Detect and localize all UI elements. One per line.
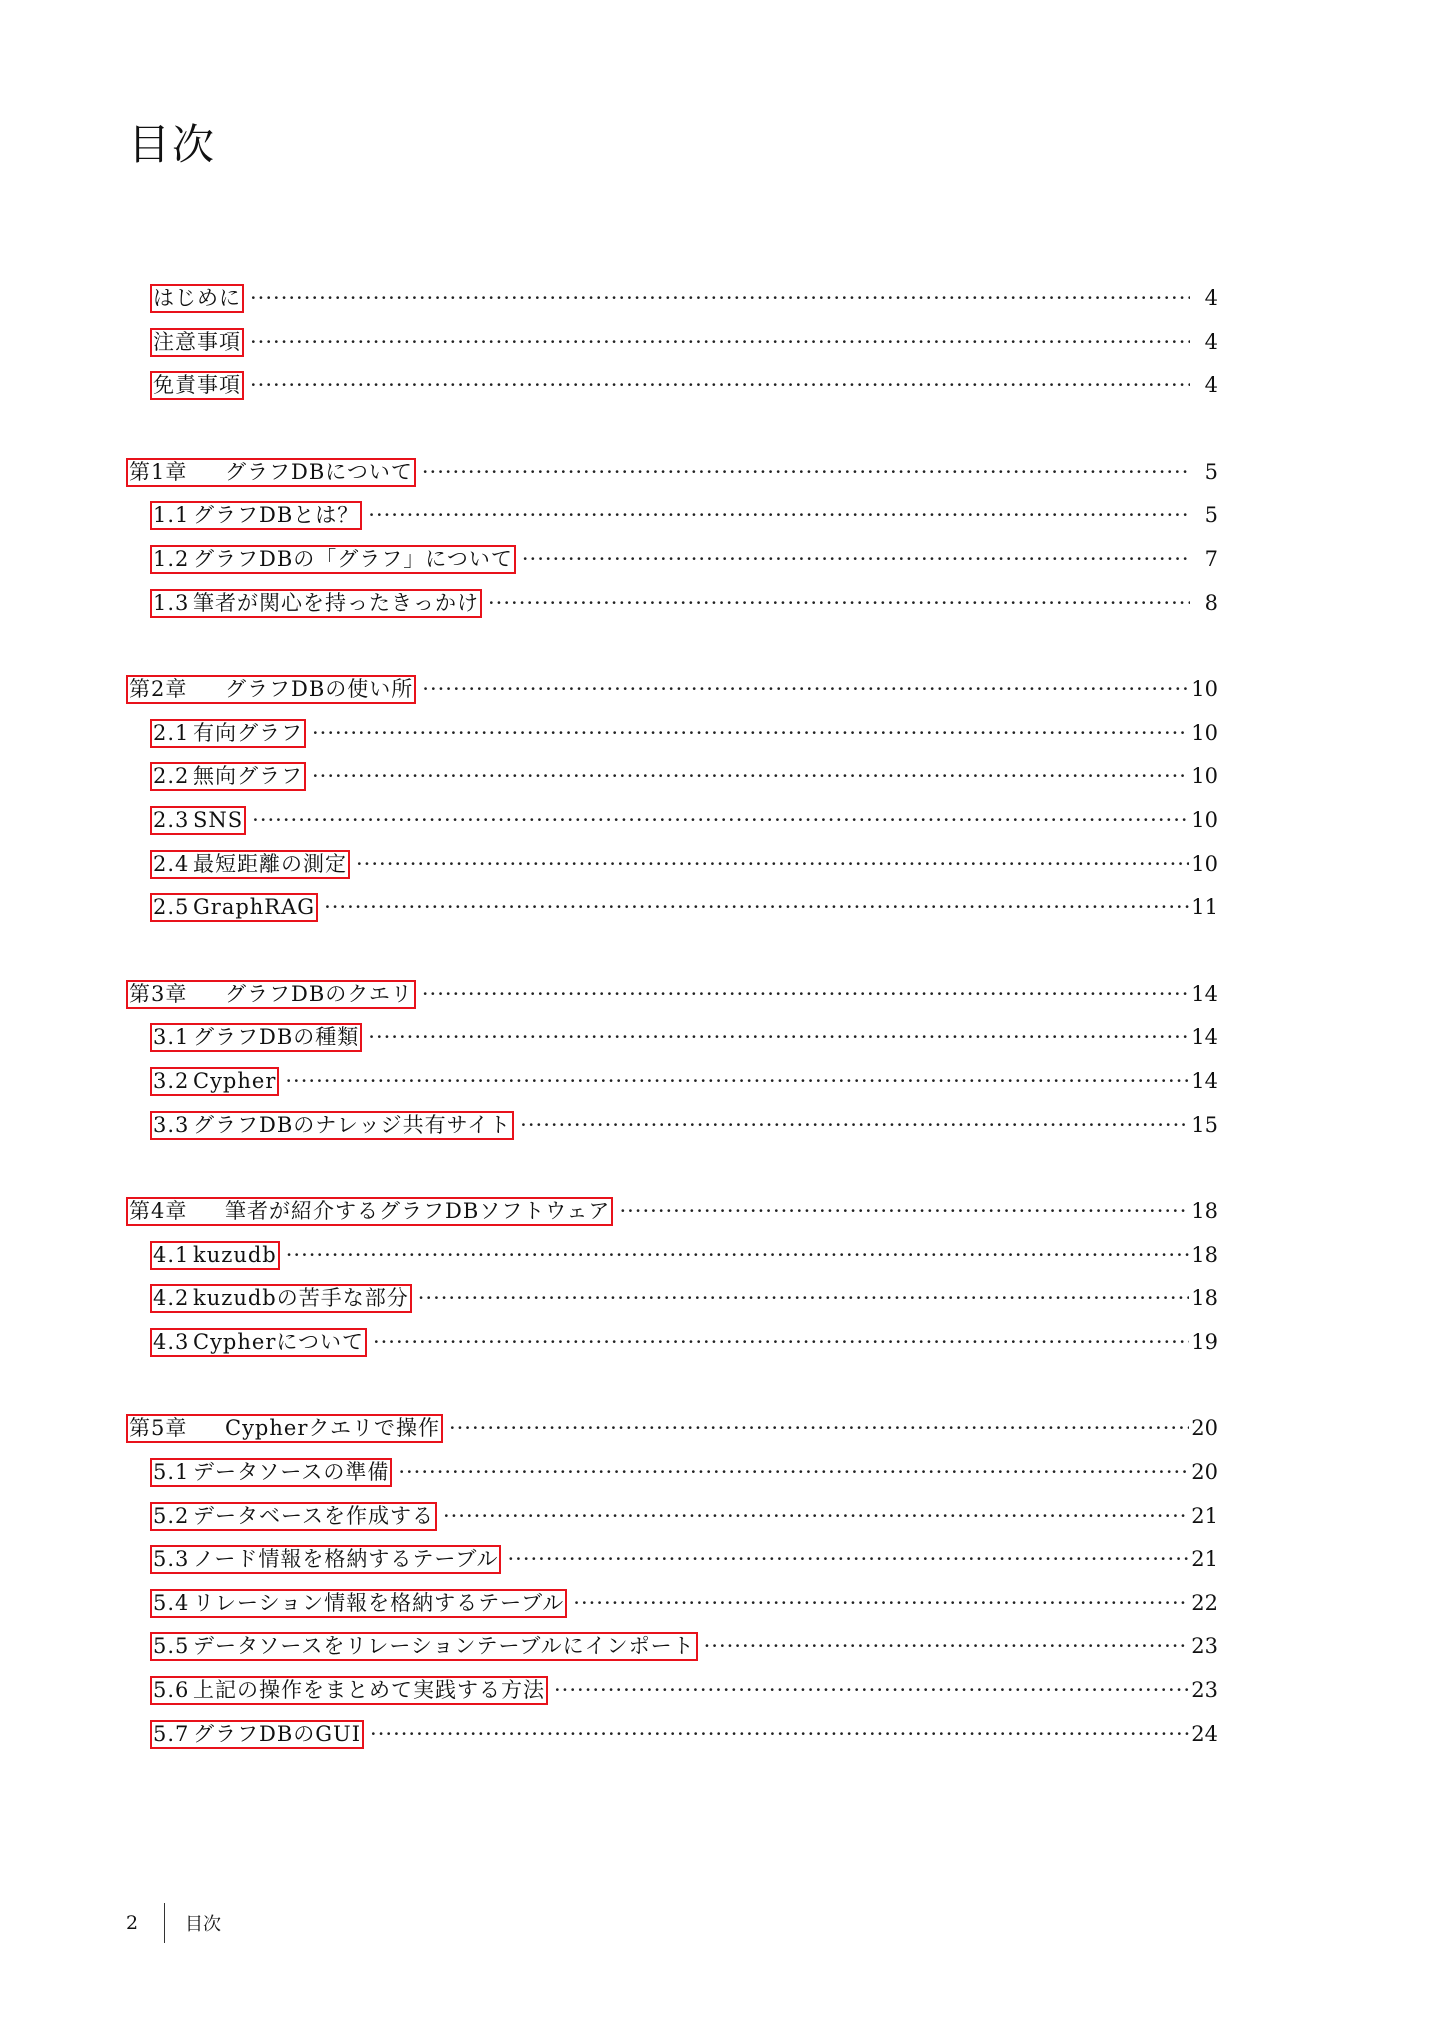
toc-page-number: 18 xyxy=(1191,1286,1218,1311)
dot-leader xyxy=(520,1113,1189,1137)
toc-entry-label[interactable] xyxy=(150,806,246,835)
toc-section-chapter-1 xyxy=(126,458,1218,632)
toc-page-number: 10 xyxy=(1191,807,1218,832)
dot-leader xyxy=(443,1504,1189,1528)
toc-chapter-entry[interactable] xyxy=(126,980,1218,1024)
toc-entry-text: 無向グラフ xyxy=(193,764,303,789)
chapter-number: 第2章 xyxy=(129,677,188,702)
toc-chapter-entry[interactable] xyxy=(126,675,1218,719)
toc-entry-label[interactable] xyxy=(150,284,244,313)
toc-entry[interactable] xyxy=(126,371,1218,415)
toc-page-number: 5 xyxy=(1204,459,1218,484)
toc-entry-text: データベースを作成する xyxy=(193,1503,434,1528)
toc-section-chapter-5 xyxy=(126,1414,1218,1763)
toc-entry[interactable] xyxy=(126,1284,1218,1328)
toc-page-number: 22 xyxy=(1191,1590,1218,1615)
dot-leader xyxy=(285,1069,1189,1093)
toc-entry-label[interactable] xyxy=(150,589,482,618)
toc-entry-text: グラフDBの種類 xyxy=(193,1025,360,1050)
toc-entry-label[interactable] xyxy=(150,1023,362,1052)
chapter-number: 第3章 xyxy=(129,981,188,1006)
toc-entry-text: データソースの準備 xyxy=(193,1460,390,1485)
page-title: 目次 xyxy=(128,120,217,169)
section-number: 5.7 xyxy=(153,1721,190,1746)
dot-leader xyxy=(250,330,1190,354)
toc-entry-text: データソースをリレーションテーブルにインポート xyxy=(193,1634,695,1659)
dot-leader xyxy=(250,373,1190,397)
dot-leader xyxy=(573,1591,1189,1615)
toc-chapter-entry[interactable] xyxy=(126,1197,1218,1241)
toc-entry-label[interactable] xyxy=(150,762,306,791)
toc-page-number: 21 xyxy=(1191,1547,1218,1572)
toc-page-number: 20 xyxy=(1191,1416,1218,1441)
toc-entry-text: 筆者が関心を持ったきっかけ xyxy=(193,590,479,615)
toc-entry-text: 上記の操作をまとめて実践する方法 xyxy=(193,1678,545,1703)
toc-entry-text: グラフDBのナレッジ共有サイト xyxy=(193,1112,512,1137)
toc-chapter-label[interactable] xyxy=(126,458,416,487)
toc-page-number: 20 xyxy=(1191,1460,1218,1485)
chapter-title: グラフDBのクエリ xyxy=(225,981,413,1006)
dot-leader xyxy=(398,1460,1189,1484)
toc-entry[interactable] xyxy=(126,762,1218,806)
toc-entry-label[interactable] xyxy=(150,1589,567,1618)
dot-leader xyxy=(286,1243,1190,1267)
section-number: 5.6 xyxy=(153,1678,190,1703)
chapter-title: Cypherクエリで操作 xyxy=(225,1416,440,1441)
toc-page-number: 18 xyxy=(1191,1199,1218,1224)
toc-page-number: 21 xyxy=(1191,1503,1218,1528)
toc-page-number: 19 xyxy=(1191,1329,1218,1354)
toc-page-number: 14 xyxy=(1191,1068,1218,1093)
toc-entry-label[interactable] xyxy=(150,1676,548,1705)
toc-chapter-entry[interactable] xyxy=(126,458,1218,502)
section-number: 3.1 xyxy=(153,1025,190,1050)
toc-page-number: 23 xyxy=(1191,1634,1218,1659)
section-number: 5.1 xyxy=(153,1460,190,1485)
toc-entry[interactable] xyxy=(126,850,1218,894)
section-number: 5.3 xyxy=(153,1547,190,1572)
toc-page-number: 7 xyxy=(1204,546,1218,571)
toc-page-number: 15 xyxy=(1191,1112,1218,1137)
toc-entry-label[interactable] xyxy=(150,1458,392,1487)
toc-entry[interactable] xyxy=(126,589,1218,633)
toc-entry[interactable] xyxy=(126,1676,1218,1720)
table-of-contents xyxy=(126,284,1218,1806)
dot-leader xyxy=(368,1025,1189,1049)
chapter-title: グラフDBの使い所 xyxy=(225,677,414,702)
section-number: 4.2 xyxy=(153,1286,190,1311)
toc-page-number: 11 xyxy=(1191,895,1218,920)
section-number: 2.1 xyxy=(153,720,190,745)
toc-entry-text: はじめに xyxy=(153,286,241,310)
toc-page-number: 4 xyxy=(1204,373,1218,398)
toc-entry-label[interactable] xyxy=(150,850,350,879)
toc-page-number: 10 xyxy=(1191,851,1218,876)
dot-leader xyxy=(373,1330,1189,1354)
toc-entry[interactable] xyxy=(126,1067,1218,1111)
toc-entry-label[interactable] xyxy=(150,1632,698,1661)
toc-chapter-label[interactable] xyxy=(126,1197,613,1226)
section-number: 1.1 xyxy=(153,503,190,528)
toc-entry[interactable] xyxy=(126,1632,1218,1676)
section-number: 5.5 xyxy=(153,1634,190,1659)
dot-leader xyxy=(312,721,1189,745)
dot-leader xyxy=(507,1547,1189,1571)
section-number: 4.1 xyxy=(153,1242,190,1267)
toc-entry[interactable] xyxy=(126,893,1218,937)
toc-entry-text: kuzudb xyxy=(193,1242,277,1267)
section-number: 3.3 xyxy=(153,1112,190,1137)
toc-entry-text: 最短距離の測定 xyxy=(193,851,347,876)
chapter-number: 第4章 xyxy=(129,1199,188,1224)
toc-section-front-matter xyxy=(126,284,1218,415)
toc-entry-text: ノード情報を格納するテーブル xyxy=(193,1547,499,1572)
dot-leader xyxy=(422,677,1189,701)
toc-entry-text: グラフDBのGUI xyxy=(193,1721,362,1746)
toc-chapter-label[interactable] xyxy=(126,1414,443,1443)
toc-entry[interactable] xyxy=(126,501,1218,545)
toc-entry[interactable] xyxy=(126,1111,1218,1155)
page-footer xyxy=(126,1903,221,1943)
dot-leader xyxy=(449,1416,1189,1440)
toc-entry-text: kuzudbの苦手な部分 xyxy=(193,1286,409,1311)
dot-leader xyxy=(324,895,1189,919)
chapter-title: グラフDBについて xyxy=(225,459,413,484)
toc-section-chapter-4 xyxy=(126,1197,1218,1371)
toc-section-chapter-3 xyxy=(126,980,1218,1154)
toc-entry-label[interactable] xyxy=(150,328,244,357)
toc-page-number: 14 xyxy=(1191,981,1218,1006)
toc-entry-label[interactable] xyxy=(150,719,306,748)
toc-entry[interactable] xyxy=(126,1545,1218,1589)
section-number: 5.2 xyxy=(153,1503,190,1528)
toc-entry[interactable] xyxy=(126,1720,1218,1764)
toc-page-number: 4 xyxy=(1204,329,1218,354)
dot-leader xyxy=(422,982,1189,1006)
toc-entry-text: 注意事項 xyxy=(153,329,241,354)
toc-entry-text: 免責事項 xyxy=(153,373,241,398)
toc-page-number: 18 xyxy=(1191,1242,1218,1267)
toc-entry-text: リレーション情報を格納するテーブル xyxy=(193,1590,565,1615)
dot-leader xyxy=(619,1199,1189,1223)
dot-leader xyxy=(356,852,1189,876)
dot-leader xyxy=(312,764,1189,788)
dot-leader xyxy=(704,1634,1190,1658)
toc-page-number: 10 xyxy=(1191,720,1218,745)
toc-chapter-entry[interactable] xyxy=(126,1414,1218,1458)
toc-entry[interactable] xyxy=(126,1502,1218,1546)
toc-page-number: 4 xyxy=(1204,286,1218,310)
toc-chapter-label[interactable] xyxy=(126,675,416,704)
toc-entry-text: グラフDBの「グラフ」について xyxy=(193,546,513,571)
toc-entry-text: Cypherについて xyxy=(193,1329,364,1354)
toc-entry-text: グラフDBとは？ xyxy=(193,503,360,528)
toc-entry-text: 有向グラフ xyxy=(193,720,303,745)
toc-page-number: 24 xyxy=(1191,1721,1218,1746)
footer-running-title: 目次 xyxy=(185,1914,221,1935)
section-number: 2.4 xyxy=(153,851,190,876)
toc-entry-label[interactable] xyxy=(150,501,362,530)
chapter-number: 第5章 xyxy=(129,1416,188,1441)
section-number: 1.2 xyxy=(153,546,190,571)
toc-entry-label[interactable] xyxy=(150,1111,514,1140)
toc-entry-label[interactable] xyxy=(150,1328,367,1357)
section-number: 2.2 xyxy=(153,764,190,789)
section-number: 5.4 xyxy=(153,1590,190,1615)
toc-entry-text: Cypher xyxy=(193,1068,277,1093)
toc-entry[interactable] xyxy=(126,284,1218,328)
toc-page-number: 14 xyxy=(1191,1025,1218,1050)
dot-leader xyxy=(488,591,1190,615)
toc-entry-text: SNS xyxy=(193,807,244,832)
section-number: 1.3 xyxy=(153,590,190,615)
toc-entry[interactable] xyxy=(126,328,1218,372)
toc-entry[interactable] xyxy=(126,1328,1218,1372)
toc-entry[interactable] xyxy=(126,1023,1218,1067)
section-number: 2.3 xyxy=(153,807,190,832)
toc-entry[interactable] xyxy=(126,806,1218,850)
toc-entry-label[interactable] xyxy=(150,1241,280,1270)
toc-entry[interactable] xyxy=(126,545,1218,589)
toc-page-number: 10 xyxy=(1191,677,1218,702)
toc-entry[interactable] xyxy=(126,1458,1218,1502)
toc-section-chapter-2 xyxy=(126,675,1218,937)
dot-leader xyxy=(370,1722,1189,1746)
section-number: 2.5 xyxy=(153,895,190,920)
toc-entry[interactable] xyxy=(126,1589,1218,1633)
section-number: 3.2 xyxy=(153,1068,190,1093)
footer-page-number: 2 xyxy=(126,1912,139,1934)
toc-page-number: 5 xyxy=(1204,503,1218,528)
toc-entry-label[interactable] xyxy=(150,1545,501,1574)
section-number: 4.3 xyxy=(153,1329,190,1354)
toc-page-number: 23 xyxy=(1191,1678,1218,1703)
toc-entry-text: GraphRAG xyxy=(193,895,316,920)
dot-leader xyxy=(252,808,1189,832)
toc-entry[interactable] xyxy=(126,719,1218,763)
dot-leader xyxy=(522,547,1190,571)
footer-divider xyxy=(164,1903,165,1943)
dot-leader xyxy=(418,1286,1190,1310)
toc-entry-label[interactable] xyxy=(150,1067,279,1096)
toc-entry-label[interactable] xyxy=(150,1502,437,1531)
dot-leader xyxy=(422,460,1190,484)
toc-page-number: 10 xyxy=(1191,764,1218,789)
toc-entry-label[interactable] xyxy=(150,1720,364,1749)
toc-entry[interactable] xyxy=(126,1241,1218,1285)
toc-entry-label[interactable] xyxy=(150,545,516,574)
dot-leader xyxy=(368,503,1190,527)
toc-page-number: 8 xyxy=(1204,590,1218,615)
dot-leader xyxy=(250,286,1190,310)
dot-leader xyxy=(554,1678,1189,1702)
toc-entry-label[interactable] xyxy=(150,893,318,922)
toc-entry-label[interactable] xyxy=(150,1284,412,1313)
toc-chapter-label[interactable] xyxy=(126,980,416,1009)
chapter-title: 筆者が紹介するグラフDBソフトウェア xyxy=(225,1199,611,1224)
chapter-number: 第1章 xyxy=(129,459,188,484)
toc-entry-label[interactable] xyxy=(150,371,244,400)
